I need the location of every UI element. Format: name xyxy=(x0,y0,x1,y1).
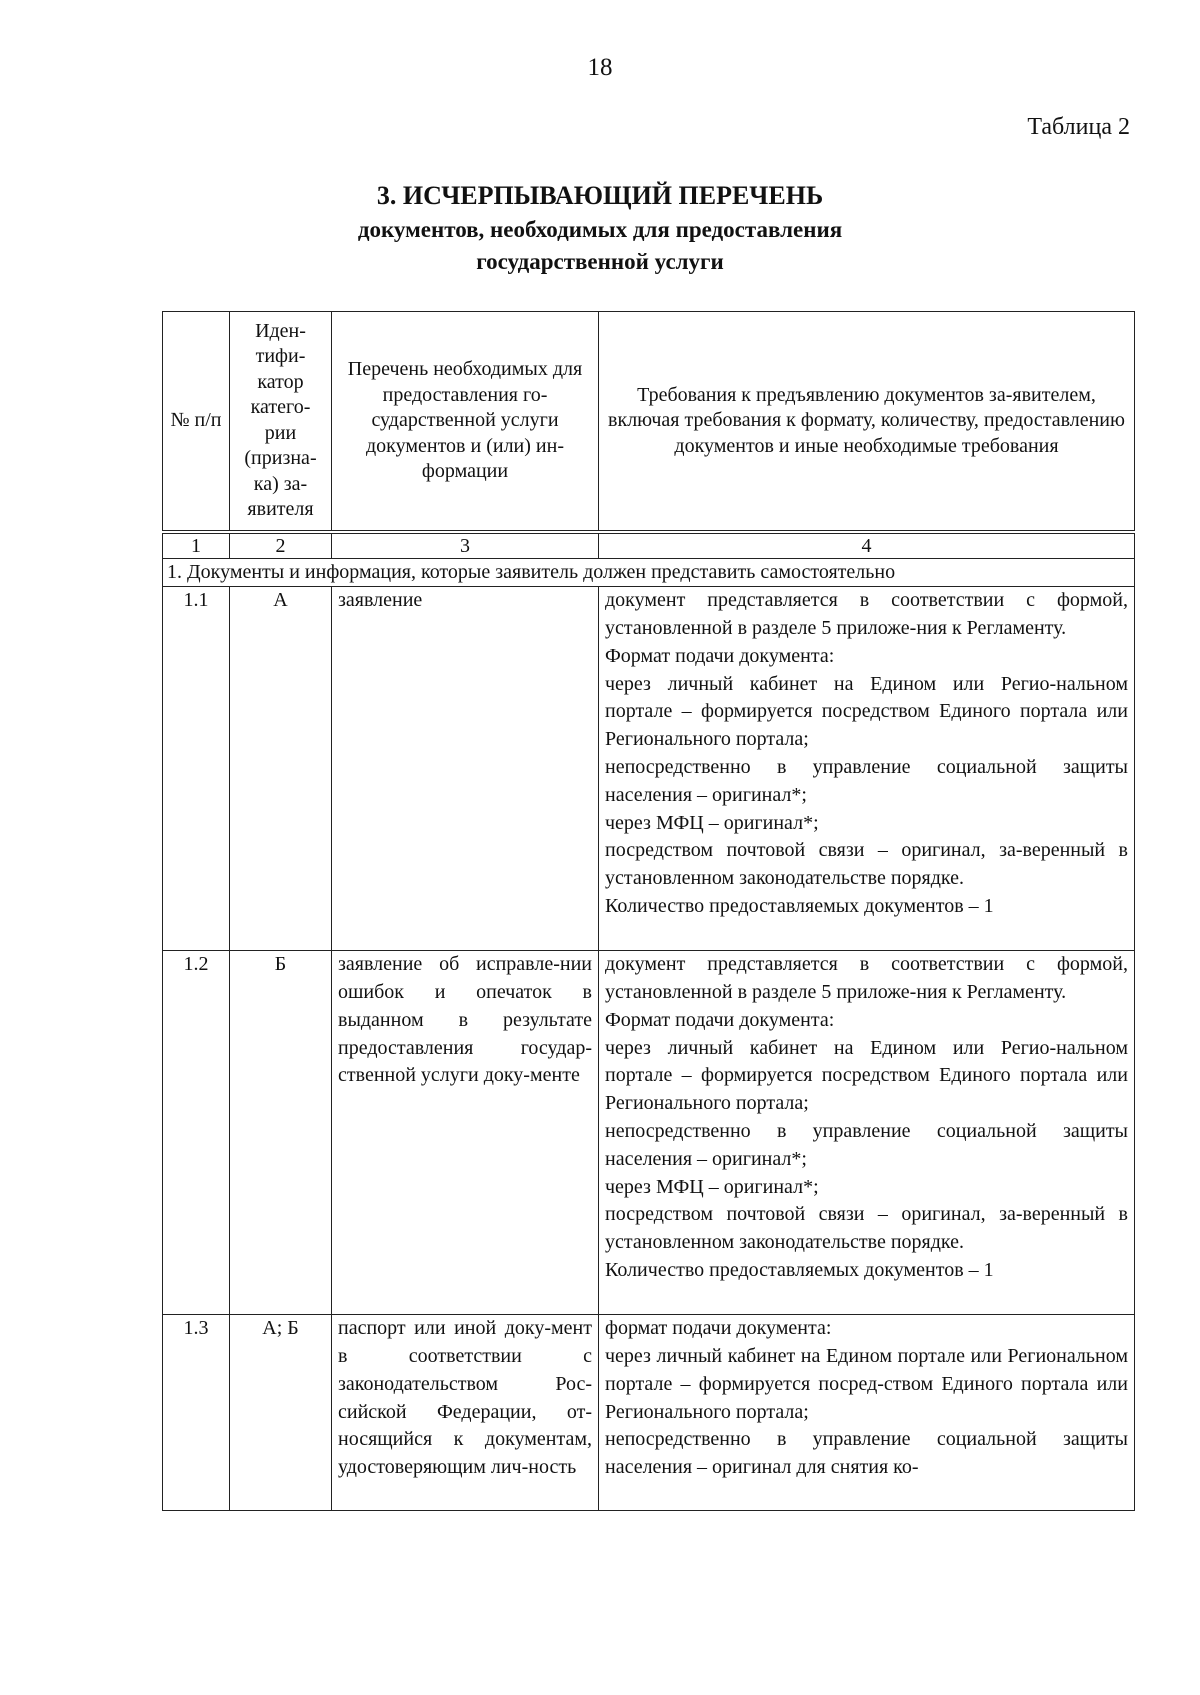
requirement-line: Формат подачи документа: xyxy=(605,1008,835,1031)
requirement-line: Формат подачи документа: xyxy=(605,644,835,667)
row-number: 1.2 xyxy=(163,951,230,1315)
row-category-id: Б xyxy=(230,951,332,1315)
row-requirements xyxy=(599,587,1135,951)
row-requirements xyxy=(599,1315,1135,1511)
header-requirements: Требования к предъявлению документов за-явителем, включая требования к формату, количеству, предоставлению документов и иные необходимые требования xyxy=(599,312,1135,532)
requirement-line: непосредственно в управление социальной защиты населения – оригинал*; xyxy=(605,756,1128,806)
header-category-id: Иден-тифи-катор катего-рии (призна-ка) за-явителя xyxy=(230,312,332,532)
row-number: 1.3 xyxy=(163,1315,230,1511)
requirement-line: через МФЦ – оригинал*; xyxy=(605,1175,819,1198)
section-title: 1. Документы и информация, которые заявитель должен представить самостоятельно xyxy=(163,558,1135,587)
column-number-row xyxy=(163,532,1135,559)
heading-subtitle-line2: государственной услуги xyxy=(476,249,724,274)
requirement-line: непосредственно в управление социальной защиты населения – оригинал для снятия ко- xyxy=(605,1428,1128,1479)
column-number: 2 xyxy=(230,532,332,559)
header-document-list: Перечень необходимых для предоставления го-сударственной услуги документов и (или) ин-формации xyxy=(332,312,599,532)
heading-title: 3. ИСЧЕРПЫВАЮЩИЙ ПЕРЕЧЕНЬ xyxy=(376,181,824,210)
requirement-line: формат подачи документа: xyxy=(605,1317,832,1340)
requirement-line: посредством почтовой связи – оригинал, за-веренный в установленном законодательстве порядке. xyxy=(605,1203,1128,1254)
row-document: заявление об исправле-нии ошибок и опечаток в выданном в результате предоставления государ-ственной услуги доку-менте xyxy=(332,951,599,1315)
header-number: № п/п xyxy=(163,312,230,532)
requirement-line: Количество предоставляемых документов – 1 xyxy=(605,1259,994,1282)
documents-table xyxy=(162,311,1135,1511)
column-number: 4 xyxy=(599,532,1135,559)
row-category-id: А xyxy=(230,587,332,951)
requirement-line: документ представляется в соответствии с формой, установленной в разделе 5 приложе-ния к Регламенту. xyxy=(605,589,1128,640)
row-document: паспорт или иной доку-мент в соответствии с законодательством Рос-сийской Федерации, от-носящийся к документам, удостоверяющим лич-ность xyxy=(332,1315,599,1511)
column-number: 3 xyxy=(332,532,599,559)
heading-subtitle-line1: документов, необходимых для предоставления xyxy=(357,217,843,242)
section-row xyxy=(163,558,1135,587)
row-category-id: А; Б xyxy=(230,1315,332,1511)
requirement-line: документ представляется в соответствии с формой, установленной в разделе 5 приложе-ния к Регламенту. xyxy=(605,953,1128,1004)
page-number: 18 xyxy=(587,54,613,81)
requirement-line: посредством почтовой связи – оригинал, за-веренный в установленном законодательстве порядке. xyxy=(605,839,1128,890)
document-heading xyxy=(0,178,1200,278)
row-document: заявление xyxy=(332,587,599,951)
requirement-line: через личный кабинет на Едином портале или Региональном портале – формируется посред-ством Единого портала или Регионального портала; xyxy=(605,1345,1128,1423)
requirement-line: через МФЦ – оригинал*; xyxy=(605,811,819,834)
requirement-line: Количество предоставляемых документов – 1 xyxy=(605,895,994,918)
table-label: Таблица 2 xyxy=(1027,114,1130,140)
requirement-line: через личный кабинет на Едином или Регио-нальном портале – формируется посредством Единого портала или Регионального портала; xyxy=(605,1036,1128,1115)
requirement-line: непосредственно в управление социальной защиты населения – оригинал*; xyxy=(605,1120,1128,1170)
table-header-row xyxy=(163,312,1135,532)
column-number: 1 xyxy=(163,532,230,559)
table-row xyxy=(163,951,1135,1315)
row-number: 1.1 xyxy=(163,587,230,951)
table-row xyxy=(163,587,1135,951)
row-requirements xyxy=(599,951,1135,1315)
requirement-line: через личный кабинет на Едином или Регио-нальном портале – формируется посредством Единого портала или Регионального портала; xyxy=(605,672,1128,751)
table-row xyxy=(163,1315,1135,1511)
